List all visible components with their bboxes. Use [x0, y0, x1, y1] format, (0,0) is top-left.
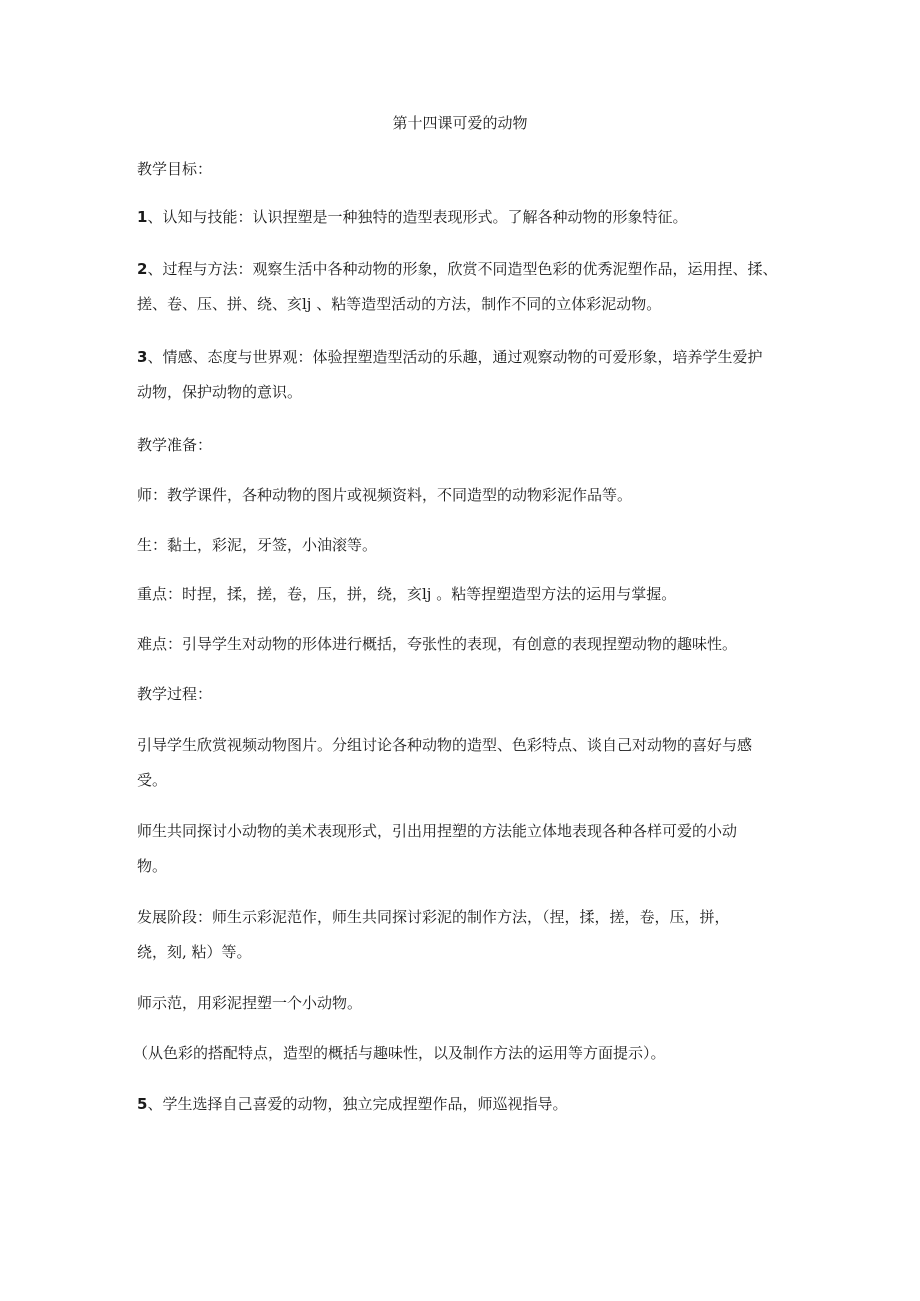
- step-5-number: 5: [137, 1095, 148, 1113]
- step-1-line-1: 引导学生欣赏视频动物图片。分组讨论各种动物的造型、色彩特点、谈自己对动物的喜好与感: [137, 736, 753, 754]
- step-5-text: 、学生选择自己喜爱的动物，独立完成捏塑作品，师巡视指导。: [147, 1095, 568, 1113]
- goal-2-line-2: 搓、卷、压、拼、绕、亥lj 、粘等造型活动的方法，制作不同的立体彩泥动物。: [137, 295, 662, 313]
- step-4-note: （从色彩的搭配特点，造型的概括与趣味性，以及制作方法的运用等方面提示）。: [133, 1044, 666, 1062]
- step-4: 师示范，用彩泥捏塑一个小动物。: [137, 994, 363, 1012]
- process-heading: 教学过程：: [137, 685, 213, 703]
- goal-1-number: 1: [137, 208, 148, 226]
- prep-student: 生：黏土，彩泥，牙签，小油滚等。: [137, 536, 378, 554]
- goal-2-number: 2: [137, 260, 148, 278]
- step-5: [137, 1093, 797, 1115]
- goal-2-line-1: [137, 258, 797, 280]
- lesson-title: 第十四课可爱的动物: [392, 114, 528, 132]
- step-1-line-2: 受。: [137, 771, 168, 789]
- goals-heading: 教学目标：: [137, 160, 213, 178]
- goal-3-number: 3: [137, 348, 148, 366]
- prep-heading: 教学准备：: [137, 436, 213, 454]
- goal-2-text: 、过程与方法：观察生活中各种动物的形象，欣赏不同造型色彩的优秀泥塑作品，运用捏、揉、: [147, 260, 778, 278]
- step-2-line-1: 师生共同探讨小动物的美术表现形式，引出用捏塑的方法能立体地表现各种各样可爱的小动: [137, 822, 738, 840]
- goal-3-line-2: 动物，保护动物的意识。: [137, 383, 303, 401]
- difficulty: 难点：引导学生对动物的形体进行概括，夸张性的表现，有创意的表现捏塑动物的趣味性。: [137, 635, 738, 653]
- goal-1: [137, 206, 797, 228]
- goal-3-line-1: [137, 346, 797, 368]
- step-3-line-2: 绕，刻, 粘）等。: [137, 943, 252, 961]
- key-point: 重点：时捏，揉，搓，卷，压，拼，绕，亥lj 。粘等捏塑造型方法的运用与掌握。: [137, 585, 677, 603]
- goal-1-text: 、认知与技能：认识捏塑是一种独特的造型表现形式。了解各种动物的形象特征。: [147, 208, 688, 226]
- step-2-line-2: 物。: [137, 857, 168, 875]
- step-3-line-1: 发展阶段：师生示彩泥范作，师生共同探讨彩泥的制作方法，（捏，揉，搓，卷，压，拼，: [137, 908, 730, 926]
- prep-teacher: 师：教学课件，各种动物的图片或视频资料，不同造型的动物彩泥作品等。: [137, 486, 633, 504]
- goal-3-text: 、情感、态度与世界观：体验捏塑造型活动的乐趣，通过观察动物的可爱形象，培养学生爱护: [147, 348, 763, 366]
